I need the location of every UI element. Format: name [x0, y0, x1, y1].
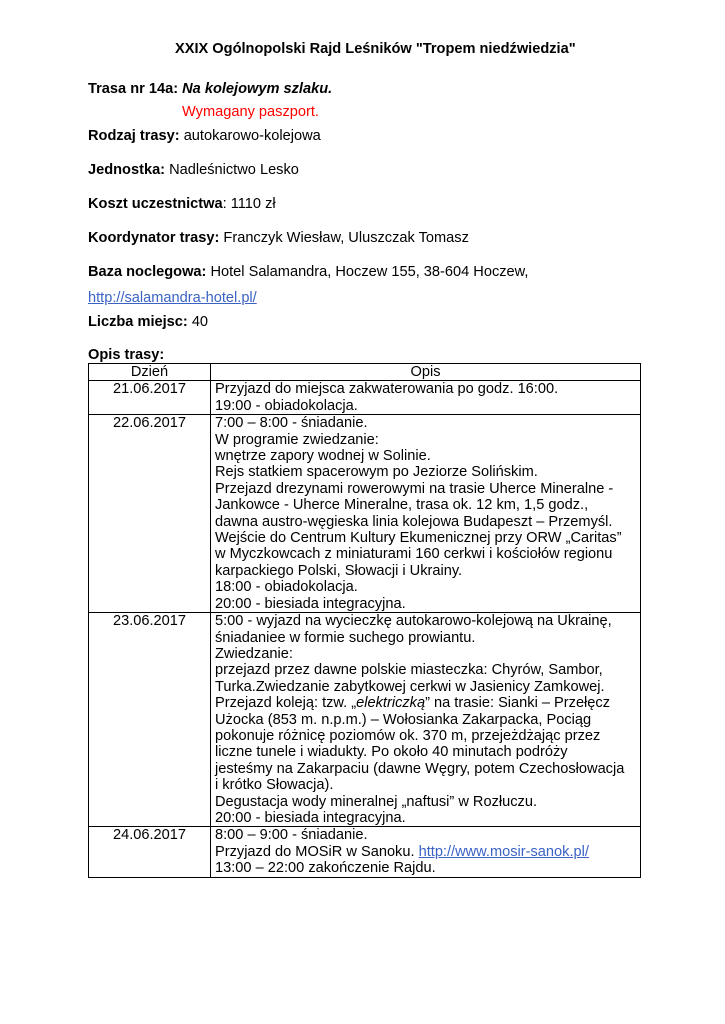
description-line: Degustacja wody mineralnej „naftusi” w Rozłuczu. — [215, 793, 538, 810]
row-day: 22.06.2017 — [89, 415, 211, 613]
route-type-line — [88, 127, 321, 145]
places-value: 40 — [187, 314, 209, 330]
base-link-line — [88, 289, 257, 307]
unit-value: Nadleśnictwo Lesko — [165, 162, 299, 178]
train-name: elektriczką — [356, 695, 426, 712]
base-line — [88, 263, 528, 281]
unit-line — [88, 161, 299, 179]
description-line: 13:00 – 22:00 zakończenie Rajdu. — [215, 860, 436, 877]
description-line: Wejście do Centrum Kultury Ekumenicznej przy ORW „Caritas” — [215, 530, 622, 547]
base-label: Baza noclegowa: — [88, 264, 207, 280]
row-day: 24.06.2017 — [89, 827, 211, 877]
cost-label: Koszt uczestnictwa — [88, 196, 223, 212]
coordinator-line — [88, 229, 469, 247]
description-line: Turka.Zwiedzanie zabytkowej cerkwi w Jasienicy Zamkowej. — [215, 678, 605, 695]
table-header-row — [89, 364, 641, 381]
description-line: 18:00 - obiadokolacja. — [215, 579, 358, 596]
cost-line — [88, 195, 276, 213]
description-line: Jankowce - Uherce Mineralne, trasa ok. 12 km, 1,5 godz., — [215, 497, 589, 514]
description-line: 7:00 – 8:00 - śniadanie. — [215, 415, 368, 432]
row-description — [211, 827, 641, 877]
header-description: Opis — [211, 364, 641, 381]
description-line: pokonuje różnicę poziomów ok. 370 m, przejeżdżając przez — [215, 727, 601, 744]
unit-label: Jednostka: — [88, 162, 166, 178]
coordinator-value: Franczyk Wiesław, Uluszczak Tomasz — [219, 230, 469, 246]
description-line-mixed — [215, 695, 636, 711]
description-line: przejazd przez dawne polskie miasteczka: Chyrów, Sambor, — [215, 662, 603, 679]
description-line: dawna austro-węgieska linia kolejowa Budapeszt – Przemyśl. — [215, 513, 613, 530]
description-line: Przyjazd do miejsca zakwaterowania po godz. 16:00. — [215, 381, 559, 398]
table-row — [89, 381, 641, 415]
route-label: Trasa nr 14a: — [88, 81, 179, 97]
places-line — [88, 313, 208, 331]
description-line-mixed — [215, 844, 636, 860]
description-line: wnętrze zapory wodnej w Solinie. — [215, 448, 431, 465]
description-line: 20:00 - biesiada integracyjna. — [215, 595, 406, 612]
row-description — [211, 613, 641, 827]
itinerary-table — [88, 363, 641, 878]
description-line: karpackiego Polski, Słowacji i Ukrainy. — [215, 562, 463, 579]
row-description — [211, 381, 641, 415]
coordinator-label: Koordynator trasy: — [88, 230, 220, 246]
description-heading — [88, 346, 164, 364]
route-name: Na kolejowym szlaku. — [182, 81, 333, 97]
hotel-link[interactable]: http://salamandra-hotel.pl/ — [88, 290, 257, 306]
table-row — [89, 415, 641, 613]
description-line: w Myczkowcach z miniaturami 160 cerkwi i kościołów regionu — [215, 546, 613, 563]
route-type-value: autokarowo-kolejowa — [179, 128, 321, 144]
description-text: ” na trasie: Sianki – Przełęcz — [425, 695, 611, 712]
table-row — [89, 827, 641, 877]
base-value: Hotel Salamandra, Hoczew 155, 38-604 Hoczew, — [206, 264, 529, 280]
description-line: Rejs statkiem spacerowym po Jeziorze Solińskim. — [215, 464, 538, 481]
route-line — [88, 80, 332, 98]
table-row — [89, 613, 641, 827]
description-line: Zwiedzanie: — [215, 645, 293, 662]
description-text: Przejazd koleją: tzw. „ — [215, 695, 357, 712]
mosir-link[interactable]: http://www.mosir-sanok.pl/ — [418, 843, 589, 860]
description-line: i krótko Słowacja). — [215, 777, 334, 794]
row-description — [211, 415, 641, 613]
row-day: 23.06.2017 — [89, 613, 211, 827]
header-day: Dzień — [89, 364, 211, 381]
page-title: XXIX Ogólnopolski Rajd Leśników "Tropem niedźwiedzia" — [175, 41, 576, 57]
description-line: 5:00 - wyjazd na wycieczkę autokarowo-kolejową na Ukrainę, — [215, 613, 612, 630]
description-line: jesteśmy na Zakarpaciu (dawne Węgry, potem Czechosłowacja — [215, 760, 625, 777]
passport-note: Wymagany paszport. — [182, 104, 319, 120]
description-line: 20:00 - biesiada integracyjna. — [215, 809, 406, 826]
description-line: 8:00 – 9:00 - śniadanie. — [215, 827, 368, 844]
description-line: W programie zwiedzanie: — [215, 431, 379, 448]
row-day: 21.06.2017 — [89, 381, 211, 415]
description-line: śniadaniee w formie suchego prowiantu. — [215, 629, 476, 646]
description-line: 19:00 - obiadokolacja. — [215, 397, 358, 414]
description-label: Opis trasy: — [88, 347, 165, 363]
description-line: Użocka (853 m. n.p.m.) – Wołosianka Zakarpacka, Pociąg — [215, 711, 592, 728]
description-text: Przyjazd do MOSiR w Sanoku. — [215, 843, 419, 860]
route-type-label: Rodzaj trasy: — [88, 128, 180, 144]
places-label: Liczba miejsc: — [88, 314, 188, 330]
cost-value: : 1110 zł — [222, 196, 276, 212]
description-line: liczne tunele i wiadukty. Po około 40 minutach podróży — [215, 744, 568, 761]
description-line: Przejazd drezynami rowerowymi na trasie Uherce Mineralne - — [215, 480, 614, 497]
